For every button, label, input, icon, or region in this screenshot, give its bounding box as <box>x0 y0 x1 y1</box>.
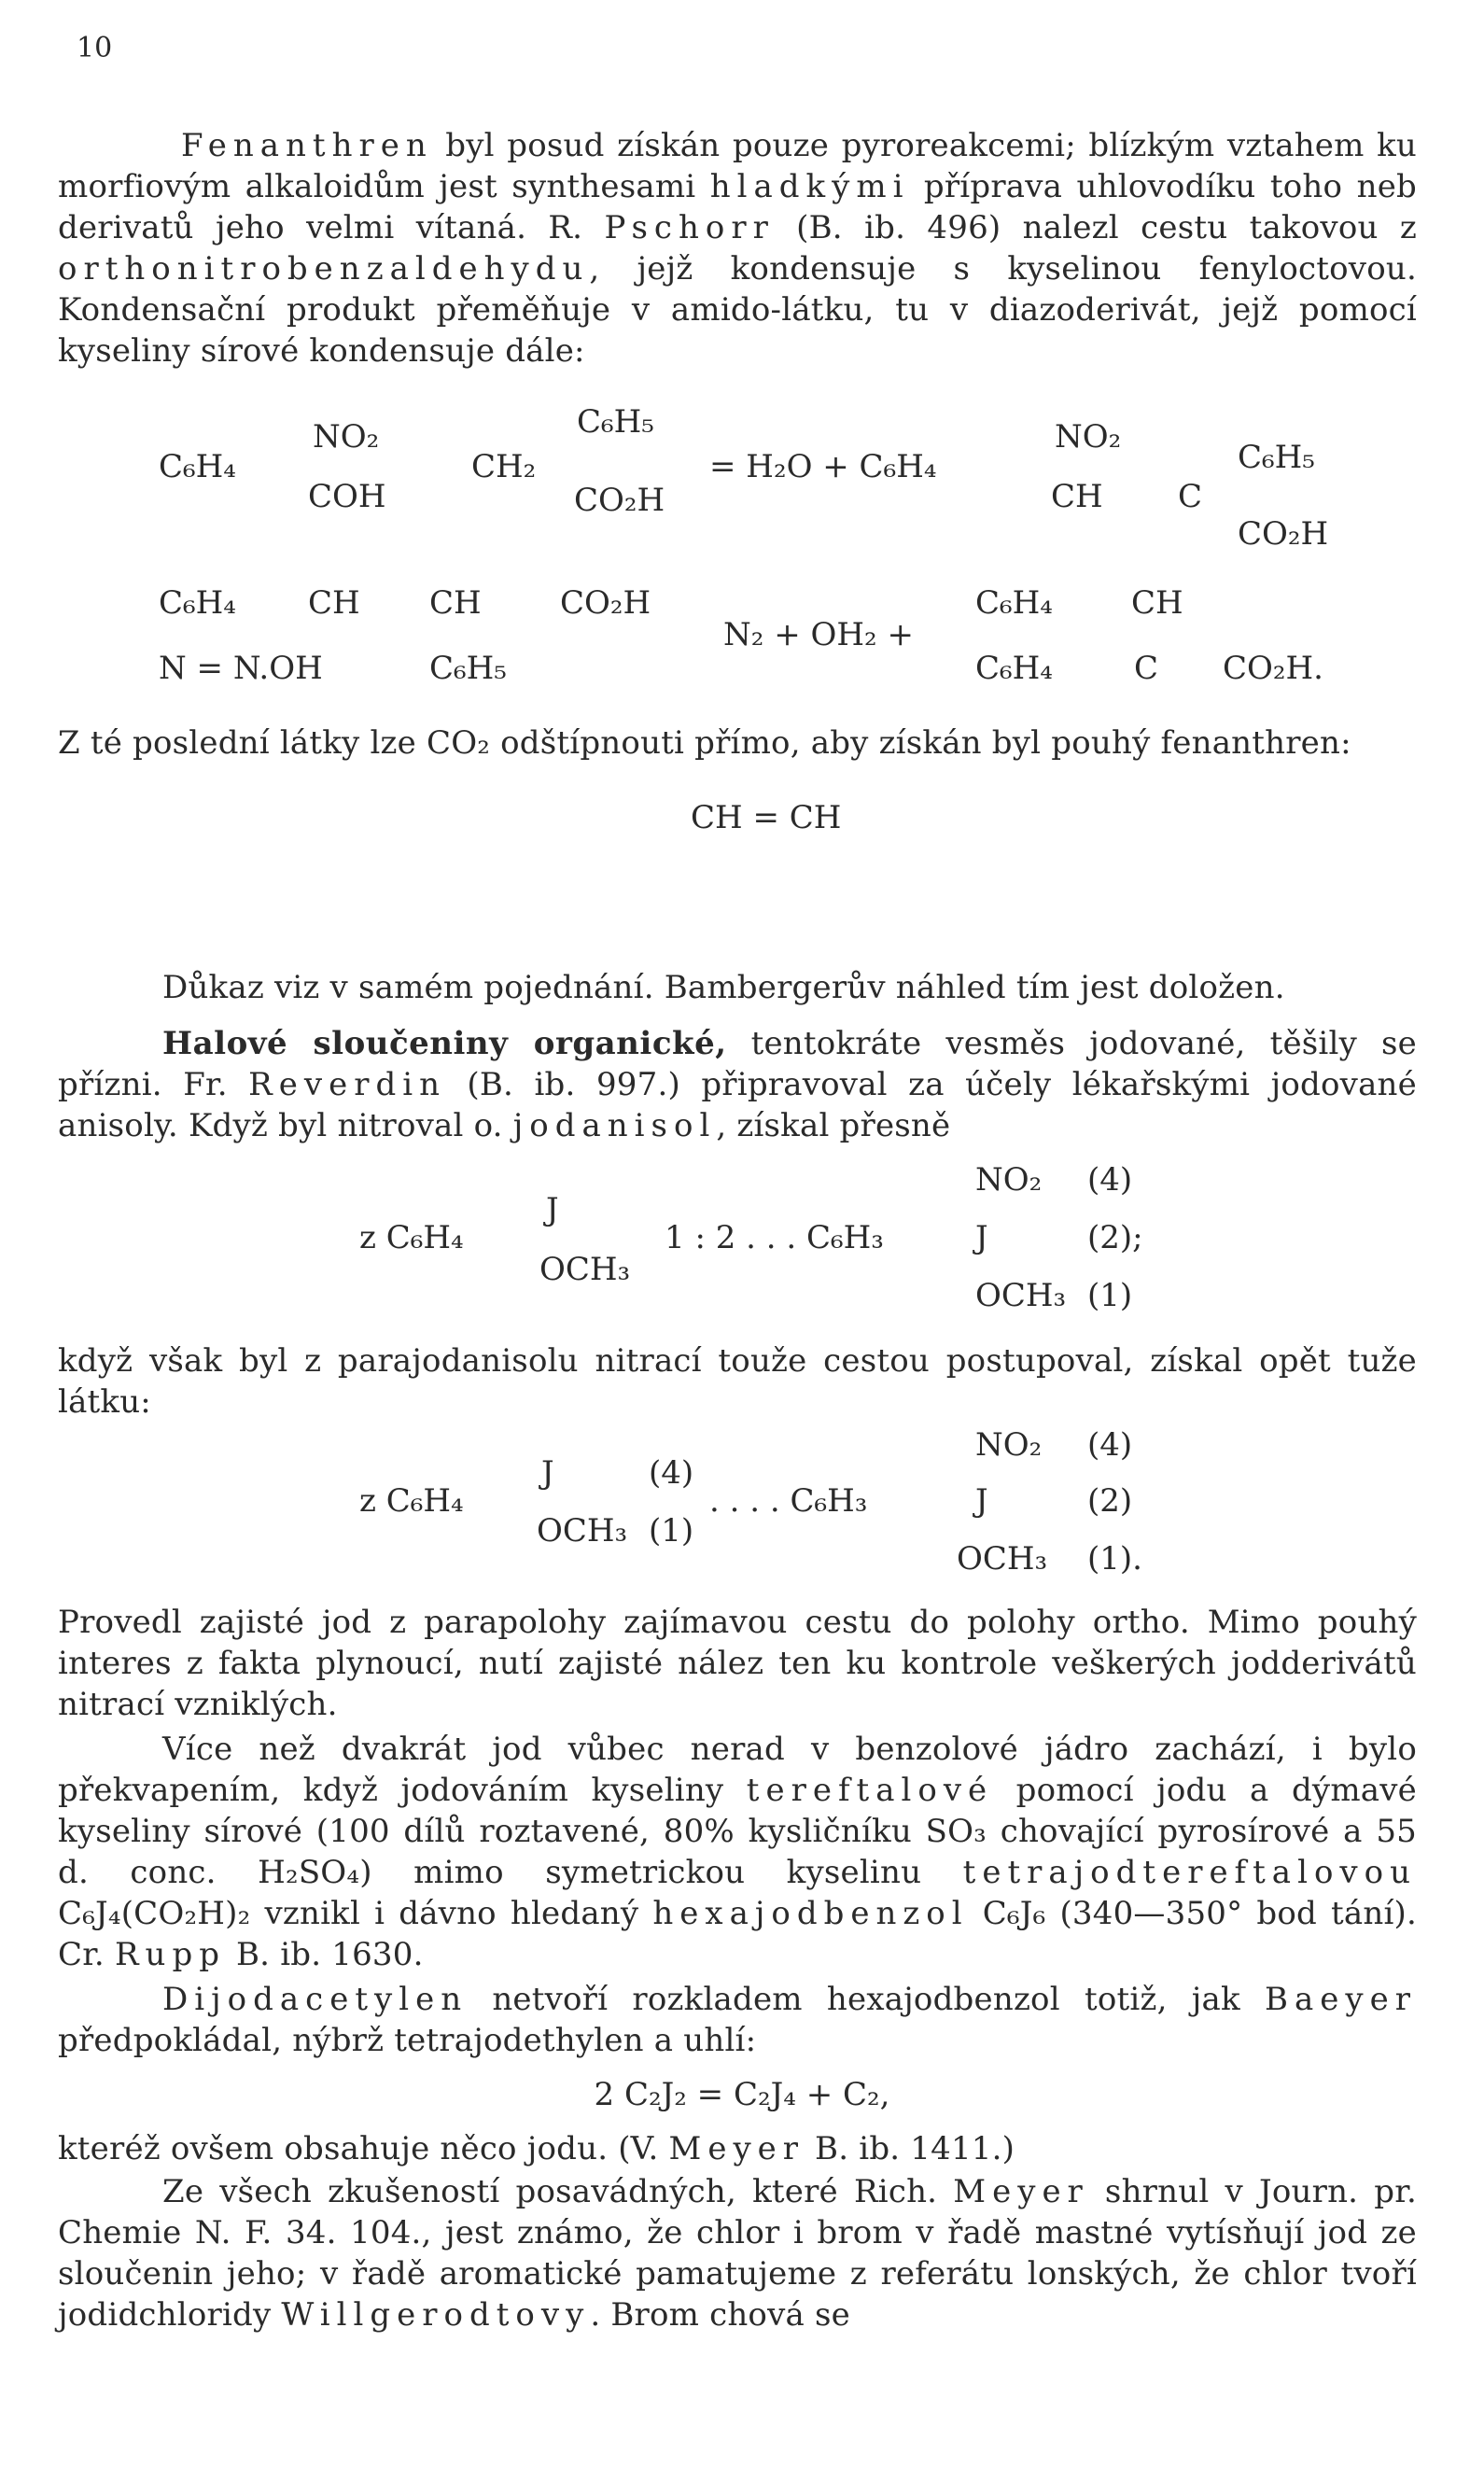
spaced-term: Meyer <box>953 2173 1089 2210</box>
formula-j-2: J <box>975 1219 988 1256</box>
position-4: (4) <box>1087 1426 1133 1464</box>
formula-ch-right: CH <box>1051 478 1103 515</box>
text-run: netvoří rozkladem hexajodbenzol totiž, jak <box>468 1981 1266 2018</box>
paragraph-meyer-ref <box>58 2128 1417 2169</box>
formula-c6h5: C₆H₅ <box>577 403 654 441</box>
paragraph-chlor-brom <box>58 2171 1417 2335</box>
spaced-term: Reverdin <box>248 1066 446 1103</box>
formula-c-right: C <box>1178 478 1203 515</box>
formula-j: J <box>546 1191 559 1228</box>
formula-n2-oh2: N₂ + OH₂ + <box>723 616 914 653</box>
text-run: , jejž kondensuje s kyselinou fenyloctovou. Kondensační produkt přeměňuje v amido-látku, tu v diazoderivát, jejž pomocí kyseliny sírové kondensuje dále: <box>58 250 1417 370</box>
position-4: (4) <box>1087 1161 1133 1199</box>
formula-c6h4: C₆H₄ <box>159 448 236 485</box>
formula-co2h-right: CO₂H. <box>1223 650 1323 687</box>
formula-dots-c6h3: . . . . C₆H₃ <box>709 1482 868 1520</box>
spaced-term: Meyer <box>668 2130 805 2167</box>
position-1a: (1) <box>649 1512 694 1550</box>
formula-c6h5-right: C₆H₅ <box>1238 439 1315 476</box>
formula-j-2: J <box>975 1482 988 1520</box>
formula-equals-h2o: = H₂O + C₆H₄ <box>709 448 937 485</box>
formula-ch: CH <box>308 584 360 622</box>
text-run: B. ib. 1411.) <box>805 2130 1015 2167</box>
text-run: tentokráte vesměs jodované, těšily se přízni. Fr. <box>58 1025 1417 1103</box>
spaced-term: hexajodbenzol <box>652 1895 969 1932</box>
formula-c6h4-right: C₆H₄ <box>975 584 1053 622</box>
text-run: (B. ib. 496) nalezl cestu takovou z <box>774 209 1417 246</box>
formula-z-c6h4: z C₆H₄ <box>359 1482 464 1520</box>
formula-no2: NO₂ <box>313 418 380 456</box>
paragraph-fenanthren-intro <box>58 125 1417 372</box>
formula-c6h4-right-2: C₆H₄ <box>975 650 1053 687</box>
text-run: Ze všech zkušeností posavádných, které Rich. <box>162 2173 954 2210</box>
formula-ch: CH <box>429 584 482 622</box>
equation-dijodacetylen: 2 C₂J₂ = C₂J₄ + C₂, <box>594 2076 890 2113</box>
section-heading-inline: Halové sloučeniny organické, <box>162 1025 727 1062</box>
position-1: (1) <box>1087 1277 1133 1314</box>
spaced-term: Pschorr <box>604 209 775 246</box>
text-run: příprava uhlovodíku toho neb derivatů jeho velmi vítaná. R. <box>58 168 1417 246</box>
paragraph-dijodacetylen <box>58 1979 1417 2061</box>
position-4a: (4) <box>649 1454 694 1492</box>
formula-c-right: C <box>1134 650 1159 687</box>
spaced-term: tetrajodtereftalovou <box>962 1854 1417 1891</box>
text-run: C₆J₄(CO₂H)₂ vznikl i dávno hledaný <box>58 1895 653 1932</box>
formula-ch-eq-ch: CH = CH <box>691 799 842 836</box>
paragraph-para-to-ortho: Provedl zajisté jod z parapolohy zajímavou cestu do polohy ortho. Mimo pouhý interes z fakta plynoucí, nutí zajisté nález ten ku kontrole veškerých jodderivátů nitrací vzniklých. <box>58 1604 1417 1723</box>
formula-c6h4: C₆H₄ <box>159 584 236 622</box>
formula-och3: OCH₃ <box>539 1251 631 1288</box>
text-run: byl posud získán pouze pyroreakcemi; blízkým vztahem ku morfiovým alkaloidům jest synthesami <box>58 127 1417 205</box>
formula-co2h: CO₂H <box>560 584 651 622</box>
formula-j: J <box>541 1454 554 1492</box>
spaced-term: Baeyer <box>1265 1981 1417 2018</box>
text-run: , získal přesně <box>716 1107 951 1144</box>
spaced-term: hladkými <box>709 168 910 205</box>
position-2: (2); <box>1087 1219 1143 1256</box>
formula-positions: 1 : 2 . . . C₆H₃ <box>665 1219 884 1256</box>
spaced-term: orthonitrobenzaldehydu <box>58 250 590 287</box>
paragraph-parajodanisol: když však byl z parajodanisolu nitrací touže cestou postupoval, získal opět tuže látku: <box>58 1342 1417 1421</box>
formula-diazo: N = N.OH <box>159 650 323 687</box>
formula-co2h: CO₂H <box>574 482 665 519</box>
formula-ch-right: CH <box>1131 584 1183 622</box>
spaced-term: Dijodacetylen <box>162 1981 469 2018</box>
formula-no2-right: NO₂ <box>1055 418 1122 456</box>
formula-coh: COH <box>308 478 386 515</box>
spaced-term: jodanisol <box>512 1107 717 1144</box>
paragraph-hexajodbenzol <box>58 1729 1417 1975</box>
formula-co2h-right: CO₂H <box>1238 515 1329 553</box>
spaced-term: tereftalové <box>746 1772 994 1809</box>
position-2: (2) <box>1087 1482 1133 1520</box>
text-run: kteréž ovšem obsahuje něco jodu. (V. <box>58 2130 669 2167</box>
formula-z-c6h4: z C₆H₄ <box>359 1219 464 1256</box>
formula-c6h5: C₆H₅ <box>429 650 507 687</box>
text-run: (B. ib. 997.) připravoval za účely lékařskými jodované anisoly. Když byl nitroval o. <box>58 1066 1417 1144</box>
spaced-term: Fenanthren <box>181 127 433 164</box>
page-number: 10 <box>77 32 113 64</box>
formula-och3: OCH₃ <box>537 1512 628 1550</box>
spaced-term: Willgerodtovy <box>281 2296 591 2334</box>
text-run: B. ib. 1630. <box>225 1936 424 1973</box>
text-run: předpokládal, nýbrž tetrajodethylen a uhlí: <box>58 2022 757 2059</box>
formula-ch2: CH₂ <box>471 448 537 485</box>
formula-och3-2: OCH₃ <box>957 1540 1048 1578</box>
text-run: pomocí jodu a dýmavé kyseliny sírové (100 dílů roztavené, 80% kysličníku SO₃ chovající pyrosírové a 55 d. conc. H₂SO₄) mimo symetrickou kyselinu <box>58 1772 1417 1891</box>
formula-no2: NO₂ <box>975 1426 1043 1464</box>
position-1: (1). <box>1087 1540 1142 1578</box>
text-run: C₆J₆ (340—350° bod tání). Cr. <box>58 1895 1417 1973</box>
paragraph-proof: Důkaz viz v samém pojednání. Bambergerův náhled tím jest doložen. <box>162 969 1285 1006</box>
formula-no2: NO₂ <box>975 1161 1043 1199</box>
formula-och3-2: OCH₃ <box>975 1277 1067 1314</box>
spaced-term: Rupp <box>114 1936 226 1973</box>
text-run: . Brom chová se <box>590 2296 850 2334</box>
text-run: shrnul v Journ. pr. Chemie N. F. 34. 104., jest známo, že chlor i brom v řadě mastné vytísňují jod ze sloučenin jeho; v řadě aromatické pamatujeme z referátu lonských, že chlor tvoří jodidchloridy <box>58 2173 1417 2334</box>
text-run: Více než dvakrát jod vůbec nerad v benzolové jádro zachází, i bylo překvapením, když jodováním kyseliny <box>58 1731 1417 1809</box>
paragraph-co2-removal: Z té poslední látky lze CO₂ odštípnouti přímo, aby získán byl pouhý fenanthren: <box>58 724 1351 762</box>
paragraph-halogen-compounds <box>58 1023 1417 1146</box>
